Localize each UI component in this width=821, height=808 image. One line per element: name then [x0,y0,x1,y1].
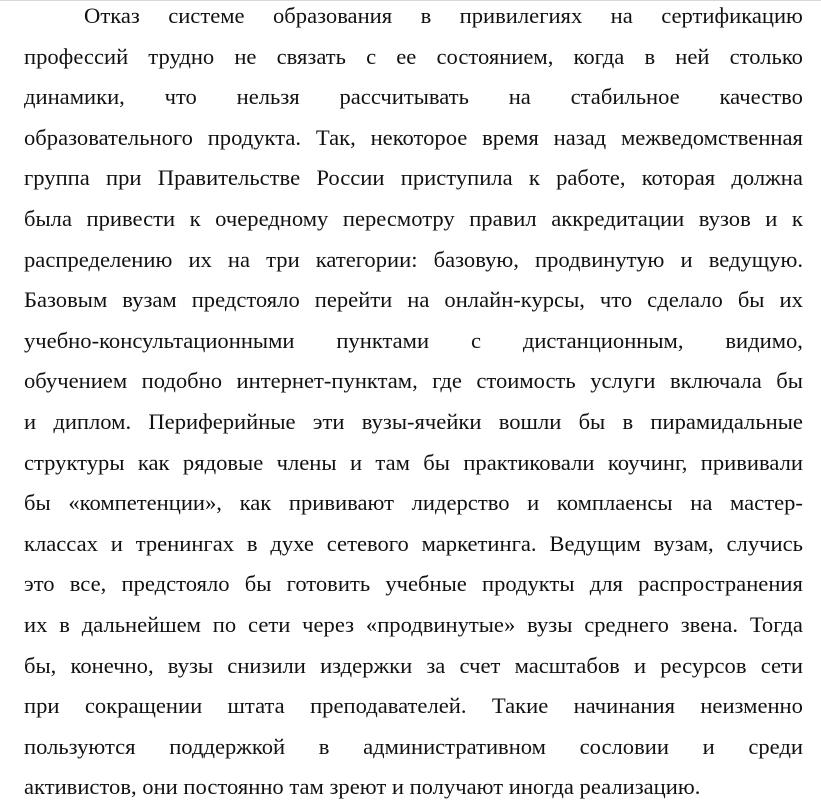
word: что [599,287,633,313]
paragraph-line [24,158,803,199]
word: трудно [148,43,215,69]
word: в [644,43,656,69]
word: бы [578,408,606,434]
word: назад [553,124,607,150]
paragraph-line [24,564,803,605]
word: масштабов [514,652,620,678]
paragraph-line [24,524,803,565]
word: ее [396,43,417,69]
word: и [702,733,715,759]
word: за [426,652,446,678]
word: мастер- [730,490,803,516]
word: сделало [647,287,723,313]
word: образовательного [24,124,193,150]
word: предстояло [121,571,230,597]
word: образования [272,3,393,28]
word: при [106,165,142,191]
word: начинания [573,693,675,719]
word: сетевого [326,530,409,556]
line-text [24,402,803,443]
word: и [765,205,778,231]
word: Правительстве [157,165,301,191]
word: продукта. [207,124,302,150]
line-text [24,524,803,565]
word: штата [227,693,285,719]
paragraph-line [24,321,803,362]
word: предстояло [191,287,300,313]
paragraph-line [24,646,803,687]
word: там [375,449,410,475]
word: учебно-консультационными [24,327,295,353]
word: межведомственная [621,124,803,150]
word: и [349,449,363,475]
word: правил [469,205,537,231]
paragraph-line [24,37,803,78]
word: в [59,611,70,637]
paragraph-line [24,280,803,321]
word: сокращении [84,693,203,719]
line-text [24,443,803,484]
word: бы [423,449,450,475]
word: вузы [527,611,573,637]
line-text [84,0,803,37]
line-text: активистов, они постоянно там зреют и получают иногда реализацию. [24,774,701,800]
paragraph-line [24,686,803,727]
word: привилегиях [459,3,583,28]
word: работе, [556,165,626,191]
paragraph-line-last [24,767,803,808]
line-text [24,199,803,240]
word: к [189,205,201,231]
word: России [316,165,385,191]
word: сети [760,652,803,678]
paragraph-line [24,361,803,402]
word: это [24,571,55,597]
word: как [239,490,272,516]
word: не [234,43,257,69]
word: вошли [498,408,562,434]
word: бы, [24,652,57,678]
word: состоянием, [436,43,554,69]
word: к [528,165,540,191]
word: ней [675,43,710,69]
word: вузам [122,287,177,313]
word: ресурсов [660,652,747,678]
word: классах [24,530,98,556]
paragraph-line [24,402,803,443]
word: и [110,530,123,556]
word: вузов [698,205,751,231]
line-text [24,77,803,118]
word: группа [24,165,90,191]
paragraph-line [24,483,803,524]
word: время [482,124,539,150]
word: обучением [24,368,128,394]
word: и [527,490,540,516]
word: распространения [638,571,803,597]
word: лидерство [411,490,510,516]
paragraph-line [24,77,803,118]
line-text [24,37,803,78]
word: как [137,449,170,475]
word: при [24,693,60,719]
word: с [366,43,377,69]
word: Такие [491,693,549,719]
word: сети [248,611,291,637]
word: категории: [315,246,418,272]
line-text [24,118,803,159]
word: распределению [24,246,173,272]
word: их [24,611,48,637]
word: случись [726,530,803,556]
word: системе [168,3,245,28]
line-text [24,605,803,646]
word: комплаенсы [556,490,673,516]
word: тренингах [135,530,235,556]
word: Ведущим [549,530,641,556]
word: продвинутую [535,246,665,272]
word: конечно, [70,652,154,678]
paragraph-line [24,240,803,281]
word: три [266,246,300,272]
word: сословии [579,733,669,759]
word: в [246,530,258,556]
word: счет [459,652,501,678]
word: снизили [227,652,306,678]
word: практиковали [463,449,595,475]
word: бы [737,287,765,313]
word: «продвинутые» [365,611,516,637]
word: в [622,408,634,434]
word: издержки [320,652,413,678]
word: рядовые [182,449,264,475]
word: преподавателей. [310,693,467,719]
word: сертификацию [661,3,803,28]
word: очередному [215,205,329,231]
line-text [24,727,803,768]
line-text [24,280,803,321]
word: их [779,287,803,313]
word: включала [669,368,762,394]
word: бы [244,571,272,597]
word: дальнейшем [81,611,201,637]
word: готовить [286,571,371,597]
word: что [164,84,197,110]
word: эти [312,408,345,434]
word: нельзя [236,84,300,110]
word: бы [776,368,803,394]
word: профессий [24,43,129,69]
word: прививают [288,490,394,516]
word: перейти [314,287,393,313]
word: на [610,3,633,28]
word: в [420,3,432,28]
word: структуры [24,449,125,475]
word: интернет-пунктам, [236,368,418,394]
line-text [24,483,803,524]
word: неизменно [700,693,803,719]
word: привести [86,205,176,231]
word: Так, [315,124,356,150]
paragraph-line [24,727,803,768]
word: среди [748,733,803,759]
paragraph-line [24,605,803,646]
word: по [212,611,237,637]
word: онлайн-курсы, [444,287,585,313]
body-paragraph [24,0,803,808]
line-text [24,240,803,281]
line-text [24,686,803,727]
paragraph-line [24,199,803,240]
word: «компетенции», [68,490,222,516]
word: духе [270,530,314,556]
word: вузы-ячейки [361,408,482,434]
line-text [24,646,803,687]
word: в [318,733,330,759]
word: учебные [385,571,467,597]
word: вузам, [653,530,714,556]
word: аккредитации [551,205,685,231]
word: и [680,246,693,272]
word: через [302,611,355,637]
word: дистанционным, [522,327,684,353]
word: Периферийные [148,408,296,434]
paragraph-line [24,443,803,484]
line-text [24,564,803,605]
word: с [470,327,481,353]
word: маркетинга. [421,530,537,556]
word: ведущую. [708,246,803,272]
word: поддержкой [169,733,286,759]
word: коучинг, [607,449,688,475]
word: продукты [481,571,575,597]
paragraph-line [24,0,803,37]
word: пересмотру [342,205,455,231]
word: связать [276,43,346,69]
word: стабильное [570,84,680,110]
word: качество [719,84,803,110]
line-text [24,321,803,362]
word: где [432,368,462,394]
word: Базовым [24,287,108,313]
word: пунктами [336,327,430,353]
line-text [24,158,803,199]
word: бы [24,490,51,516]
word: на [690,490,713,516]
word: на [407,287,430,313]
word: вузы [167,652,214,678]
word: услуги [590,368,656,394]
word: приступила [400,165,513,191]
line-text [24,361,803,402]
word: административном [363,733,546,759]
word: их [188,246,212,272]
word: стоимость [476,368,576,394]
word: для [589,571,623,597]
word: на [227,246,251,272]
word: Отказ [84,3,140,28]
word: на [508,84,531,110]
word: все, [69,571,107,597]
word: была [24,205,72,231]
word: Тогда [749,611,803,637]
word: пирамидальные [650,408,803,434]
word: рассчитывать [339,84,469,110]
word: звена. [680,611,738,637]
paragraph-line [24,118,803,159]
word: подобно [141,368,223,394]
word: когда [573,43,625,69]
word: пользуются [24,733,136,759]
word: члены [276,449,337,475]
word: которая [641,165,716,191]
word: прививали [700,449,803,475]
word: должна [731,165,803,191]
word: видимо, [725,327,803,353]
word: диплом. [53,408,132,434]
word: базовую, [433,246,519,272]
word: столько [729,43,803,69]
word: некоторое [370,124,468,150]
word: динамики, [24,84,125,110]
word: и [24,408,37,434]
word: среднего [584,611,669,637]
word: и [634,652,647,678]
word: к [791,205,803,231]
